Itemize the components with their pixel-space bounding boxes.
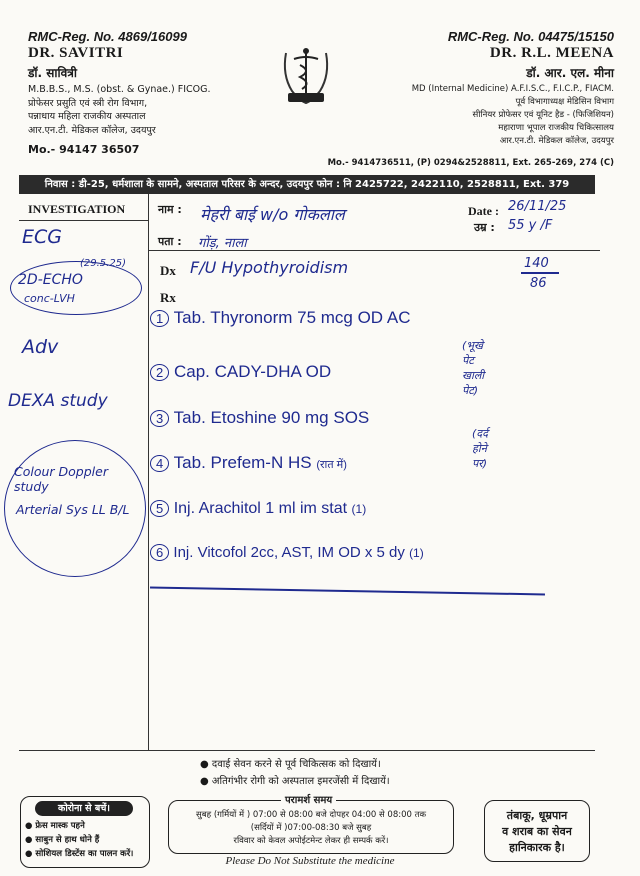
tobacco-box	[484, 800, 590, 862]
inv-arterial: Arterial Sys LL B/L	[16, 502, 130, 517]
corona-item: ● साबुन से हाथ धोने हैं	[25, 833, 133, 847]
bp-diastolic: 86	[530, 276, 547, 291]
rx-number: 6	[150, 544, 169, 561]
timing-title: परामर्श समय	[281, 792, 336, 806]
age-label: उम्र :	[474, 221, 495, 234]
left-doctor-name-hindi: डॉ. सावित्री	[28, 66, 77, 80]
rx-end-stroke	[150, 587, 545, 595]
inv-ecg-date: (29.5.25)	[80, 258, 126, 269]
right-line: MD (Internal Medicine) A.F.I.S.C., F.I.C.P., FIACM.	[411, 84, 614, 94]
rx-text: Tab. Prefem-N HS	[173, 453, 312, 472]
investigation-label: INVESTIGATION	[28, 202, 126, 216]
timing-lines	[175, 809, 447, 848]
tobacco-line: व शराब का सेवन	[502, 825, 572, 838]
inv-dexa: DEXA study	[8, 391, 108, 411]
rx-text: Tab. Etoshine 90 mg SOS	[173, 408, 370, 427]
right-doctor-name: DR. R.L. MEENA	[489, 45, 614, 61]
rx-number: 3	[150, 410, 169, 427]
dx-label: Dx	[160, 263, 176, 278]
column-divider	[148, 194, 149, 750]
patient-address-value: गोंड़, नाला	[198, 236, 247, 251]
rx-item	[150, 308, 590, 328]
right-reg-number: RMC-Reg. No. 04475/15150	[447, 29, 614, 44]
corona-title: कोरोना से बचें।	[35, 801, 133, 816]
left-mobile: Mo.- 94147 36507	[28, 143, 140, 156]
rx-note: (दर्द होने पर)	[472, 427, 488, 470]
bp-systolic: 140	[524, 256, 549, 271]
right-phone: Mo.- 9414736511, (P) 0294&2528811, Ext. 265-269, 274 (C)	[327, 158, 614, 168]
timing-box	[168, 795, 454, 854]
inv-echo-result: conc-LVH	[24, 292, 75, 305]
rx-note: (1)	[351, 502, 367, 516]
timing-line: रविवार को केवल अपोईटमेन्ट लेकर ही सम्पर्क करें।	[233, 836, 389, 846]
left-line: M.B.B.S., M.S. (obst. & Gynae.) FICOG.	[28, 84, 211, 95]
inv-advice: Adv	[22, 336, 59, 358]
inv-echo: 2D-ECHO	[18, 272, 83, 288]
tobacco-line: हानिकारक है।	[509, 841, 565, 854]
inv-ecg: ECG	[22, 226, 62, 248]
left-doctor-name: DR. SAVITRI	[28, 45, 124, 61]
rx-item	[150, 362, 590, 382]
right-line: आर.एन.टी. मेडिकल कॉलेज, उदयपुर	[499, 136, 614, 146]
right-doctor-name-hindi: डॉ. आर. एल. मीना	[526, 66, 614, 80]
investigation-underline	[19, 220, 148, 221]
timing-line: (सर्दियों में )07:00-08:30 बजे सुबह	[250, 823, 372, 833]
date-label: Date :	[468, 204, 499, 218]
caduceus-logo-icon	[278, 45, 334, 107]
notice-line: ● अतिगंभीर रोगी को अस्पताल इमरजेंसी में दिखायें।	[200, 773, 390, 790]
left-reg-number: RMC-Reg. No. 4869/16099	[28, 29, 187, 44]
corona-box	[20, 796, 150, 868]
diagnosis-value: F/U Hypothyroidism	[190, 258, 349, 277]
rx-note: (रात में)	[316, 459, 347, 471]
tobacco-lines	[489, 808, 585, 856]
rx-item	[150, 544, 595, 561]
notices	[200, 756, 390, 790]
notice-line: ● दवाई सेवन करने से पूर्व चिकित्सक को दिखायें।	[200, 756, 390, 773]
address-label: पता :	[158, 235, 182, 248]
rx-item	[150, 453, 590, 473]
inv-doppler: Colour Doppler study	[14, 464, 108, 494]
tobacco-line: तंबाकू, धूम्रपान	[506, 809, 568, 822]
name-label: नाम :	[158, 203, 182, 216]
patient-name-value: मेहरी बाई w/o गोकलाल	[200, 205, 345, 224]
rx-item	[150, 500, 590, 518]
corona-item: ● सोशियल डिस्टेंस का पालन करें।	[25, 847, 133, 861]
rx-text: Cap. CADY-DHA OD	[173, 362, 332, 381]
timing-line: सुबह (गर्मियों में ) 07:00 से 08:00 बजे दोपहर 04:00 से 08:00 तक	[196, 810, 426, 820]
bp-line	[521, 272, 559, 274]
corona-list	[25, 819, 133, 861]
rx-number: 2	[150, 364, 169, 381]
rx-text: Inj. Vitcofol 2cc, AST, IM OD x 5 dy	[173, 544, 405, 561]
right-doctor-lines	[412, 83, 614, 148]
age-value: 55 y /F	[508, 218, 553, 233]
left-line: आर.एन.टी. मेडिकल कॉलेज, उदयपुर	[28, 124, 156, 136]
left-line: प्रोफेसर प्रसुति एवं स्त्री रोग विभाग,	[28, 97, 148, 109]
echo-circle	[10, 261, 142, 315]
rx-text: Inj. Arachitol 1 ml im stat	[173, 500, 348, 517]
address-bar: निवास : डी-25, धर्मशाला के सामने, अस्पताल परिसर के अन्दर, उदयपुर फोन : नि 2425722, 2422110, 2528811, Ext. 379	[19, 175, 595, 194]
rx-label: Rx	[160, 290, 176, 305]
rx-number: 5	[150, 500, 169, 517]
right-line: महाराणा भूपाल राजकीय चिकित्सालय	[498, 123, 614, 133]
substitute-note: Please Do Not Substitute the medicine	[225, 855, 395, 867]
left-line: पन्नाधाय महिला राजकीय अस्पताल	[28, 111, 146, 122]
right-line: सीनियर प्रोफेसर एवं यूनिट हैड - (फिजिशियन)	[472, 110, 614, 120]
rx-text: Tab. Thyronorm 75 mcg OD AC	[173, 308, 411, 327]
rx-note: (भूखे पेट खाली पेट)	[462, 339, 485, 397]
date-value: 26/11/25	[508, 199, 567, 214]
right-line: पूर्व विभागाध्यक्ष मेडिसिन विभाग	[515, 97, 614, 107]
rx-number: 1	[150, 310, 169, 327]
rx-item	[150, 408, 590, 428]
notice-divider	[19, 750, 595, 751]
corona-item: ● फ्रेस मास्क पहने	[25, 819, 133, 833]
rx-note: (1)	[409, 546, 424, 560]
rx-number: 4	[150, 455, 169, 472]
left-doctor-lines	[28, 83, 211, 137]
